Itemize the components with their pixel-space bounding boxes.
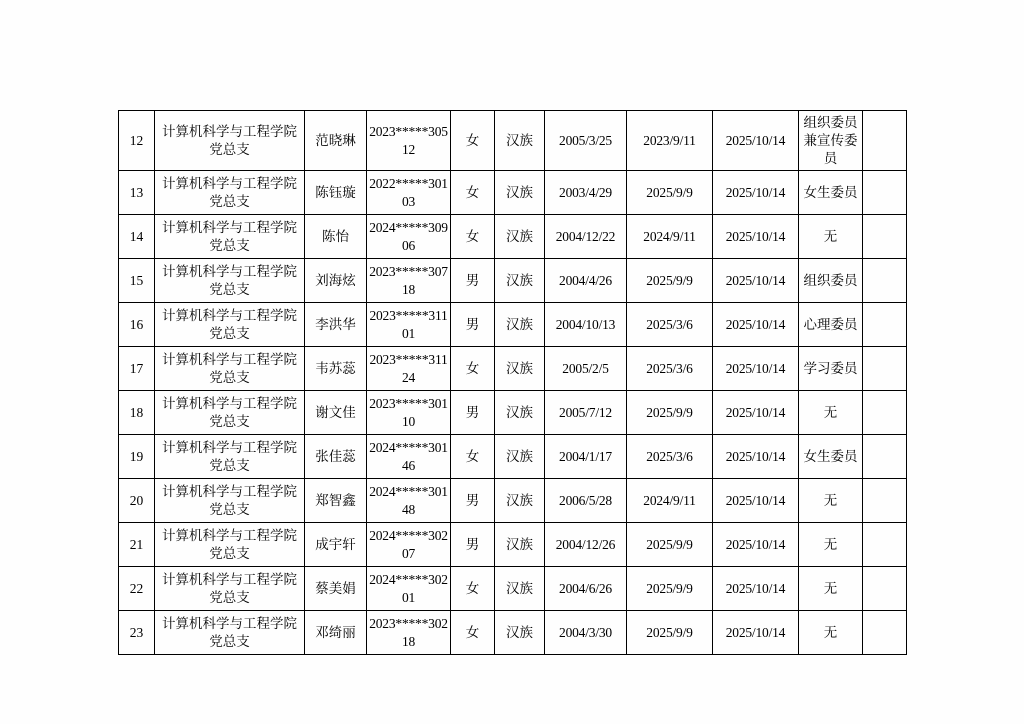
cell-remark xyxy=(863,171,907,215)
cell-party-organization: 计算机科学与工程学院党总支 xyxy=(155,391,305,435)
cell-gender: 男 xyxy=(451,391,495,435)
cell-gender: 男 xyxy=(451,523,495,567)
cell-ethnicity: 汉族 xyxy=(495,567,545,611)
cell-full-member-date: 2025/10/14 xyxy=(713,391,799,435)
cell-remark xyxy=(863,111,907,171)
cell-join-date: 2025/9/9 xyxy=(627,567,713,611)
cell-join-date: 2025/3/6 xyxy=(627,347,713,391)
cell-position: 无 xyxy=(799,215,863,259)
cell-birth-date: 2005/7/12 xyxy=(545,391,627,435)
cell-serial-number: 19 xyxy=(119,435,155,479)
cell-ethnicity: 汉族 xyxy=(495,215,545,259)
cell-position: 组织委员 xyxy=(799,259,863,303)
cell-party-organization: 计算机科学与工程学院党总支 xyxy=(155,303,305,347)
cell-id-number: 2024*****30201 xyxy=(367,567,451,611)
cell-id-number: 2022*****30103 xyxy=(367,171,451,215)
cell-birth-date: 2004/4/26 xyxy=(545,259,627,303)
cell-member-name: 成宇轩 xyxy=(305,523,367,567)
table-row xyxy=(119,611,907,655)
cell-birth-date: 2005/2/5 xyxy=(545,347,627,391)
cell-remark xyxy=(863,347,907,391)
cell-member-name: 陈钰璇 xyxy=(305,171,367,215)
cell-id-number: 2024*****30906 xyxy=(367,215,451,259)
cell-serial-number: 23 xyxy=(119,611,155,655)
cell-ethnicity: 汉族 xyxy=(495,303,545,347)
cell-join-date: 2025/9/9 xyxy=(627,171,713,215)
cell-full-member-date: 2025/10/14 xyxy=(713,347,799,391)
cell-member-name: 陈怡 xyxy=(305,215,367,259)
table-row xyxy=(119,523,907,567)
cell-full-member-date: 2025/10/14 xyxy=(713,523,799,567)
cell-member-name: 邓绮丽 xyxy=(305,611,367,655)
cell-party-organization: 计算机科学与工程学院党总支 xyxy=(155,111,305,171)
cell-ethnicity: 汉族 xyxy=(495,347,545,391)
table-row xyxy=(119,435,907,479)
party-member-roster-table xyxy=(118,110,907,655)
cell-gender: 女 xyxy=(451,435,495,479)
cell-position: 组织委员兼宣传委员 xyxy=(799,111,863,171)
cell-member-name: 谢文佳 xyxy=(305,391,367,435)
table-row xyxy=(119,347,907,391)
cell-serial-number: 22 xyxy=(119,567,155,611)
cell-position: 无 xyxy=(799,479,863,523)
cell-join-date: 2025/9/9 xyxy=(627,611,713,655)
cell-gender: 女 xyxy=(451,567,495,611)
cell-id-number: 2024*****30207 xyxy=(367,523,451,567)
cell-join-date: 2025/9/9 xyxy=(627,391,713,435)
cell-birth-date: 2004/6/26 xyxy=(545,567,627,611)
cell-join-date: 2025/9/9 xyxy=(627,523,713,567)
cell-remark xyxy=(863,479,907,523)
cell-id-number: 2023*****30218 xyxy=(367,611,451,655)
cell-id-number: 2024*****30148 xyxy=(367,479,451,523)
cell-gender: 女 xyxy=(451,215,495,259)
cell-full-member-date: 2025/10/14 xyxy=(713,567,799,611)
cell-gender: 男 xyxy=(451,303,495,347)
cell-birth-date: 2004/3/30 xyxy=(545,611,627,655)
cell-id-number: 2023*****30718 xyxy=(367,259,451,303)
cell-serial-number: 14 xyxy=(119,215,155,259)
table-row xyxy=(119,391,907,435)
cell-position: 无 xyxy=(799,567,863,611)
cell-serial-number: 16 xyxy=(119,303,155,347)
table-row xyxy=(119,111,907,171)
cell-remark xyxy=(863,259,907,303)
cell-position: 心理委员 xyxy=(799,303,863,347)
roster-table-body xyxy=(119,111,907,655)
cell-ethnicity: 汉族 xyxy=(495,259,545,303)
cell-position: 无 xyxy=(799,391,863,435)
cell-serial-number: 18 xyxy=(119,391,155,435)
cell-party-organization: 计算机科学与工程学院党总支 xyxy=(155,523,305,567)
cell-remark xyxy=(863,435,907,479)
cell-ethnicity: 汉族 xyxy=(495,479,545,523)
table-row xyxy=(119,303,907,347)
cell-party-organization: 计算机科学与工程学院党总支 xyxy=(155,215,305,259)
cell-position: 无 xyxy=(799,523,863,567)
cell-position: 女生委员 xyxy=(799,171,863,215)
cell-join-date: 2023/9/11 xyxy=(627,111,713,171)
cell-member-name: 刘海炫 xyxy=(305,259,367,303)
cell-gender: 女 xyxy=(451,347,495,391)
cell-id-number: 2023*****30512 xyxy=(367,111,451,171)
cell-full-member-date: 2025/10/14 xyxy=(713,611,799,655)
cell-remark xyxy=(863,391,907,435)
cell-position: 学习委员 xyxy=(799,347,863,391)
cell-join-date: 2025/3/6 xyxy=(627,435,713,479)
table-row xyxy=(119,479,907,523)
cell-party-organization: 计算机科学与工程学院党总支 xyxy=(155,171,305,215)
cell-birth-date: 2003/4/29 xyxy=(545,171,627,215)
cell-member-name: 范晓琳 xyxy=(305,111,367,171)
cell-serial-number: 21 xyxy=(119,523,155,567)
cell-member-name: 李洪华 xyxy=(305,303,367,347)
cell-birth-date: 2004/1/17 xyxy=(545,435,627,479)
cell-birth-date: 2004/12/26 xyxy=(545,523,627,567)
cell-gender: 女 xyxy=(451,611,495,655)
cell-ethnicity: 汉族 xyxy=(495,171,545,215)
table-row xyxy=(119,259,907,303)
cell-gender: 男 xyxy=(451,259,495,303)
roster-table-container xyxy=(118,110,906,655)
cell-gender: 男 xyxy=(451,479,495,523)
cell-party-organization: 计算机科学与工程学院党总支 xyxy=(155,479,305,523)
cell-gender: 女 xyxy=(451,111,495,171)
cell-remark xyxy=(863,611,907,655)
cell-id-number: 2023*****30110 xyxy=(367,391,451,435)
cell-join-date: 2025/9/9 xyxy=(627,259,713,303)
cell-id-number: 2024*****30146 xyxy=(367,435,451,479)
cell-birth-date: 2004/10/13 xyxy=(545,303,627,347)
cell-position: 女生委员 xyxy=(799,435,863,479)
cell-member-name: 郑智鑫 xyxy=(305,479,367,523)
cell-party-organization: 计算机科学与工程学院党总支 xyxy=(155,435,305,479)
cell-id-number: 2023*****31101 xyxy=(367,303,451,347)
table-row xyxy=(119,567,907,611)
cell-gender: 女 xyxy=(451,171,495,215)
cell-member-name: 蔡美娟 xyxy=(305,567,367,611)
cell-remark xyxy=(863,523,907,567)
cell-ethnicity: 汉族 xyxy=(495,391,545,435)
cell-serial-number: 12 xyxy=(119,111,155,171)
cell-birth-date: 2005/3/25 xyxy=(545,111,627,171)
cell-full-member-date: 2025/10/14 xyxy=(713,303,799,347)
cell-serial-number: 15 xyxy=(119,259,155,303)
cell-join-date: 2025/3/6 xyxy=(627,303,713,347)
cell-party-organization: 计算机科学与工程学院党总支 xyxy=(155,347,305,391)
cell-birth-date: 2006/5/28 xyxy=(545,479,627,523)
cell-party-organization: 计算机科学与工程学院党总支 xyxy=(155,611,305,655)
cell-position: 无 xyxy=(799,611,863,655)
cell-remark xyxy=(863,567,907,611)
cell-serial-number: 17 xyxy=(119,347,155,391)
cell-join-date: 2024/9/11 xyxy=(627,479,713,523)
cell-birth-date: 2004/12/22 xyxy=(545,215,627,259)
cell-full-member-date: 2025/10/14 xyxy=(713,215,799,259)
cell-member-name: 韦苏蕊 xyxy=(305,347,367,391)
cell-serial-number: 20 xyxy=(119,479,155,523)
table-row xyxy=(119,215,907,259)
cell-ethnicity: 汉族 xyxy=(495,111,545,171)
cell-serial-number: 13 xyxy=(119,171,155,215)
cell-full-member-date: 2025/10/14 xyxy=(713,435,799,479)
cell-full-member-date: 2025/10/14 xyxy=(713,171,799,215)
cell-full-member-date: 2025/10/14 xyxy=(713,111,799,171)
cell-party-organization: 计算机科学与工程学院党总支 xyxy=(155,567,305,611)
cell-remark xyxy=(863,303,907,347)
cell-ethnicity: 汉族 xyxy=(495,435,545,479)
cell-join-date: 2024/9/11 xyxy=(627,215,713,259)
cell-ethnicity: 汉族 xyxy=(495,611,545,655)
cell-full-member-date: 2025/10/14 xyxy=(713,479,799,523)
cell-party-organization: 计算机科学与工程学院党总支 xyxy=(155,259,305,303)
table-row xyxy=(119,171,907,215)
cell-ethnicity: 汉族 xyxy=(495,523,545,567)
cell-member-name: 张佳蕊 xyxy=(305,435,367,479)
cell-full-member-date: 2025/10/14 xyxy=(713,259,799,303)
cell-remark xyxy=(863,215,907,259)
cell-id-number: 2023*****31124 xyxy=(367,347,451,391)
